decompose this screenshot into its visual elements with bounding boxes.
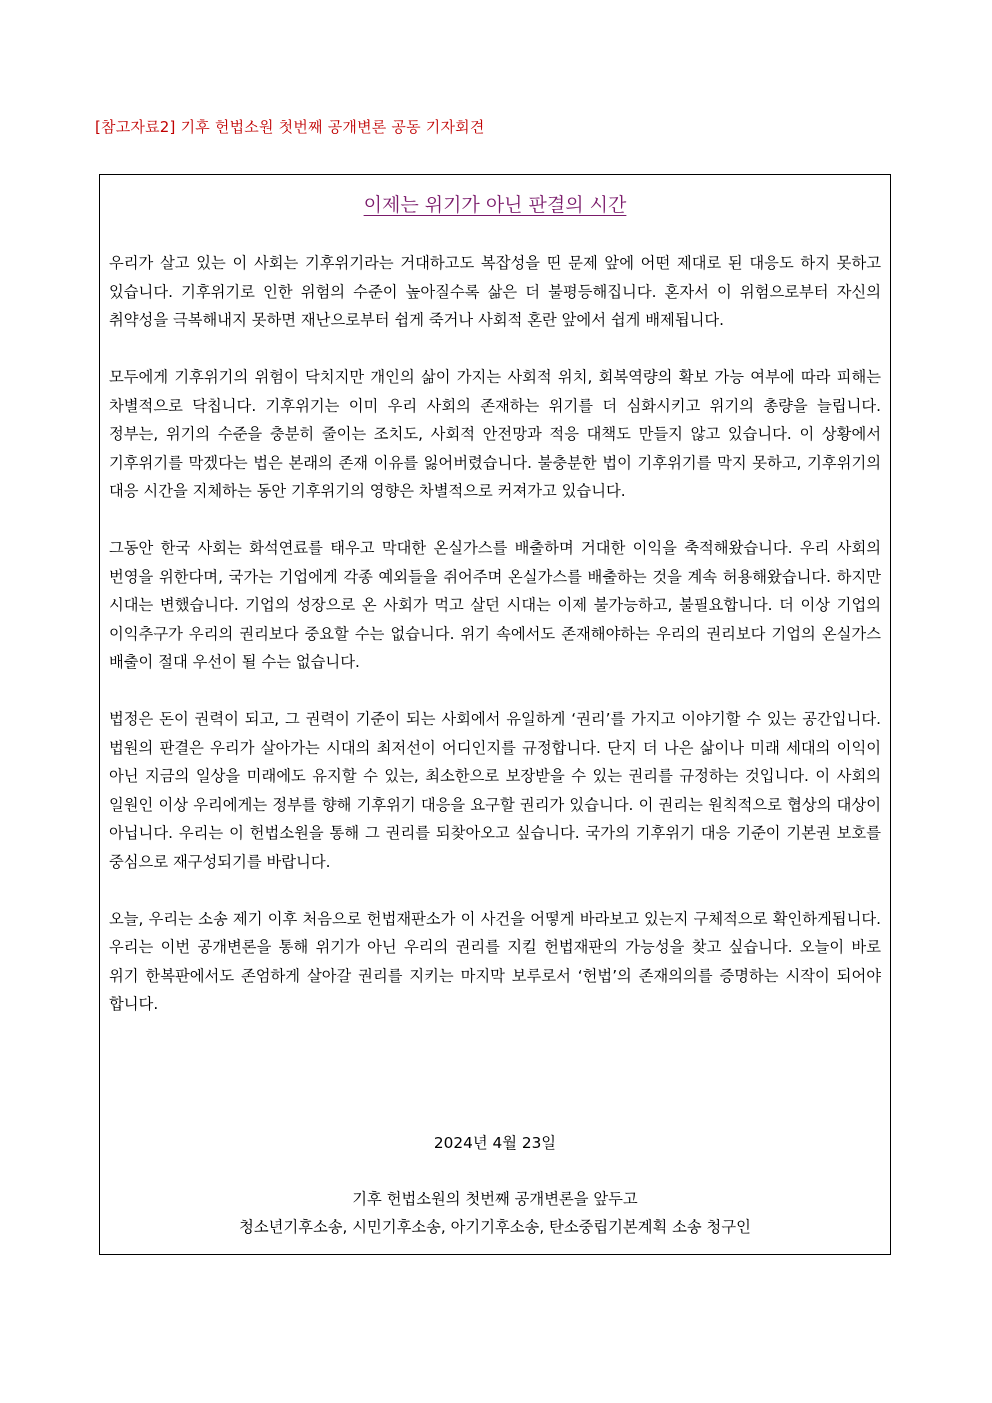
paragraph-3: 그동안 한국 사회는 화석연료를 태우고 막대한 온실가스를 배출하며 거대한 이익을 축적해왔습니다. 우리 사회의 번영을 위한다며, 국가는 기업에게 각종 예외들을 쥐어주며 온실가스를 배출하는 것을 계속 허용해왔습니다. 하지만 시대는 변했습니다. 기업의 성장으로 온 사회가 먹고 살던 시대는 이제 불가능하고, 불필요합니다. 더 이상 기업의 이익추구가 우리의 권리보다 중요할 수는 없습니다. 위기 속에서도 존재해야하는 우리의 권리보다 기업의 온실가스 배출이 절대 우선이 될 수는 없습니다. <box>109 539 881 671</box>
statement-body <box>109 249 881 1047</box>
paragraph-5: 오늘, 우리는 소송 제기 이후 처음으로 헌법재판소가 이 사건을 어떻게 바라보고 있는지 구체적으로 확인하게됩니다. 우리는 이번 공개변론을 통해 위기가 아닌 우리의 권리를 지킬 헌법재판의 가능성을 찾고 싶습니다. 오늘이 바로 위기 한복판에서도 존엄하게 살아갈 권리를 지키는 마지막 보루로서 ‘헌법’의 존재의의를 증명하는 시작이 되어야 합니다. <box>109 909 881 1013</box>
signature-line-1: 기후 헌법소원의 첫번째 공개변론을 앞두고 <box>352 1190 638 1208</box>
reference-label: [참고자료2] 기후 헌법소원 첫번째 공개변론 공동 기자회견 <box>95 118 485 136</box>
signature-line-2: 청소년기후소송, 시민기후소송, 아기기후소송, 탄소중립기본계획 소송 청구인 <box>239 1218 751 1236</box>
statement-title: 이제는 위기가 아닌 판결의 시간 <box>363 194 627 216</box>
paragraph-2: 모두에게 기후위기의 위험이 닥치지만 개인의 삶이 가지는 사회적 위치, 회복역량의 확보 가능 여부에 따라 피해는 차별적으로 닥칩니다. 기후위기는 이미 우리 사회의 존재하는 위기를 더 심화시키고 위기의 총량을 늘립니다. 정부는, 위기의 수준을 충분히 줄이는 조치도, 사회적 안전망과 적응 대책도 만들지 않고 있습니다. 이 상황에서 기후위기를 막겠다는 법은 본래의 존재 이유를 잃어버렸습니다. 불충분한 법이 기후위기를 막지 못하고, 기후위기의 대응 시간을 지체하는 동안 기후위기의 영향은 차별적으로 커져가고 있습니다. <box>109 368 881 500</box>
paragraph-4: 법정은 돈이 권력이 되고, 그 권력이 기준이 되는 사회에서 유일하게 ‘권리’를 가지고 이야기할 수 있는 공간입니다. 법원의 판결은 우리가 살아가는 시대의 최저선이 어디인지를 규정합니다. 단지 더 나은 삶이나 미래 세대의 이익이 아닌 지금의 일상을 미래에도 유지할 수 있는, 최소한으로 보장받을 수 있는 권리를 규정하는 것입니다. 이 사회의 일원인 이상 우리에게는 정부를 향해 기후위기 대응을 요구할 권리가 있습니다. 이 권리는 원칙적으로 협상의 대상이 아닙니다. 우리는 이 헌법소원을 통해 그 권리를 되찾아오고 싶습니다. 국가의 기후위기 대응 기준이 기본권 보호를 중심으로 재구성되기를 바랍니다. <box>109 710 881 871</box>
statement-date: 2024년 4월 23일 <box>433 1134 557 1152</box>
statement-box <box>99 174 891 1255</box>
paragraph-1: 우리가 살고 있는 이 사회는 기후위기라는 거대하고도 복잡성을 띤 문제 앞에 어떤 제대로 된 대응도 하지 못하고 있습니다. 기후위기로 인한 위험의 수준이 높아질수록 삶은 더 불평등해집니다. 혼자서 이 위험으로부터 자신의 취약성을 극복해내지 못하면 재난으로부터 쉽게 죽거나 사회적 혼란 앞에서 쉽게 배제됩니다. <box>109 254 881 329</box>
